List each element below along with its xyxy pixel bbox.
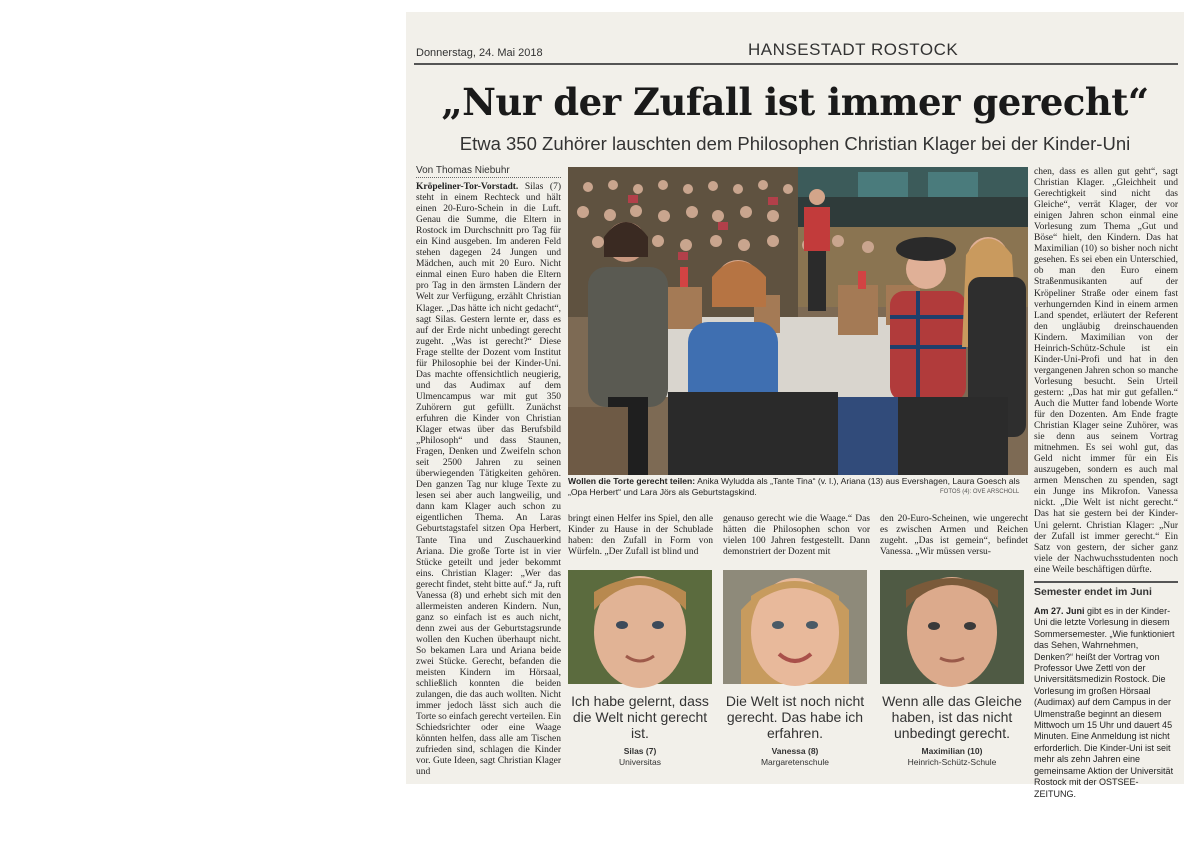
- quote-school: Universitas: [618, 757, 662, 767]
- article-column-4: den 20-Euro-Scheinen, wie ungerecht es zwischen Armen und Reichen zugeht. „Das ist gemein“, befindet Vanessa. „Wir müssen versu-: [880, 514, 1028, 558]
- article-subheadline: Etwa 350 Zuhörer lauschten dem Philosophen Christian Klager bei der Kinder-Uni: [459, 133, 1131, 154]
- quote-text: Die Welt ist noch nicht gerecht. Das habe ich erfahren.: [725, 693, 865, 741]
- quote-name: Vanessa (8): [771, 746, 819, 756]
- article-column-5: chen, dass es allen gut geht“, sagt Christian Klager. „Gleichheit und Gerechtigkeit sind nicht das Gleiche“, verrät Klager, der vor einigen Jahren schon einmal eine Vorlesung zum Thema „Gut und Böse“ hielt, den Kindern. Das hat Maximilian (10) so bisher noch nicht gesehen. Es sei eben ein Unterschied, ob man den Euro einem Straßenmusikanten auf der Kröpeliner Straße oder einem fast verhungernden Kind in einem armen Land spendet, erläutert der Referent den ungläubig dreinschauenden Kindern. Maximilian von der Heinrich-Schütz-Schule ist ein Kinder-Uni-Profi und hat in den vergangenen Jahren schon so manche Vorlesung besucht. Sein Urteil gestern: „Das hat mir gut gefallen.“ Auch die Mutter fand lobende Worte für den Dozenten. Am Ende fragte Christian Klager seine Zuhörer, was sie denn aus seinem Vortrag mitnehmen. Es sei wohl gut, das Geld nicht immer für ein Eis auszugeben, sondern es auch mal armen Menschen zu spenden, sagt ein Junge ins Mikrofon. Vanessa nickt. „Die Welt ist nicht gerecht.“ Das hat sie gestern bei der Kinder-Uni gelernt. Christian Klager: „Nur der Zufall ist immer gerecht.“ Ein Satz von gestern, der sicher ganz viele der Nachwuchsstudenten noch eine Weile beschäftigen dürfte.: [1034, 167, 1178, 575]
- article-column-3: genauso gerecht wie die Waage.“ Das hätten die Philosophen schon vor vielen 100 Jahren festgestellt. Dann demonstriert der Dozent mit: [723, 514, 870, 558]
- portrait-photo: [723, 570, 867, 684]
- quote-name: Silas (7): [623, 746, 657, 756]
- quote-school: Margaretenschule: [760, 757, 830, 767]
- article-body-1: Silas (7) steht in einem Rechteck und hält einen 20-Euro-Schein in die Luft. Genau die Summe, die Eltern in Rostock im Durchschnitt pro Tag für ein Kind ausgeben. Im anderen Feld stehen dagegen 24 Jungen und Mädchen, auch mit 20 Euro. Nicht einmal einen Euro haben die Eltern pro Tag in den ärmsten Ländern der Welt zur Verfügung, erzählt Christian Klager. „Das hätte ich nicht gedacht“, sagt Silas. Gestern lernte er, dass es auf der Erde nicht unbedingt gerecht zugeht. „Was ist gerecht?“ Diese Frage stellte der Dozent vom Institut für Philosophie bei der Kinder-Uni. Das machte offensichtlich neugierig, und das Audimax auf dem Ulmencampus war mit gut 350 Zuhörern gut gefüllt. Zunächst erfuhren die Kinder von Christian Klager etwas über das Berufsbild „Philosoph“ und dass Staunen, Fragen, Denken und Zweifeln schon seit 2500 Jahren zu seinen überwiegenden Tätigkeiten gehören. Den ganzen Tag nur kluge Texte zu lesen sei aber auch langweilig, und dann kam Klager auch schon zu eigentlichen Thema. An Laras Geburtstagstafel sitzen Opa Herbert, Tante Tina und Zuschauerkind Ariana. Die große Torte ist in vier Stücke geteilt und jeder bekommt eins. Christian Klager: „Wer das gerecht findet, steht bitte auf.“ Ja, ruft Vanessa (8) und erhebt sich mit den allermeisten anderen Kindern. Nun, ganz so einfach ist es auch nicht, denn zwei aus der Geburtstagsrunde wollen den Kuchen überhaupt nicht. So bekamen Lara und Ariana beide zwei Stücke. Gerecht, befanden die meisten Kindern im Hörsaal, schließlich konnten die beiden zulangen, die das auch wollten. Nicht immer jedoch lässt sich auch die Torte so einfach gerecht verteilen. Ein Schiedsrichter oder eine Waage könnten helfen, dass alle am Tischen zufrieden sind, schlagen die Kinder vor. Gute Ideen, sagt Christian Klager und: [416, 182, 561, 778]
- quote-name: Maximilian (10): [921, 746, 983, 756]
- quote-text: Ich habe gelernt, dass die Welt nicht gerecht ist.: [571, 693, 709, 741]
- infobox-title: Semester endet im Juni: [1034, 586, 1152, 598]
- portrait-vanessa: [723, 570, 867, 684]
- header-divider: [414, 63, 1178, 65]
- quote-school: Heinrich-Schütz-Schule: [907, 757, 997, 767]
- caption-lead: Wollen die Torte gerecht teilen:: [568, 476, 696, 486]
- portrait-photo: [568, 570, 712, 684]
- article-headline: „Nur der Zufall ist immer gerecht“: [441, 80, 1149, 124]
- quote-text: Wenn alle das Gleiche haben, ist das nicht unbedingt gerecht.: [882, 693, 1022, 741]
- article-column-2: bringt einen Helfer ins Spiel, den alle Kinder zu Hause in der Schublade haben: den Zufall in Form von Würfeln. „Der Zufall ist blind und: [568, 514, 713, 558]
- byline: Von Thomas Niebuhr: [416, 165, 510, 176]
- section-title: HANSESTADT ROSTOCK: [748, 40, 959, 59]
- portrait-photo: [880, 570, 1024, 684]
- byline-divider: [416, 177, 561, 178]
- article-column-1: [416, 182, 561, 784]
- dateline: Kröpeliner-Tor-Vorstadt.: [416, 182, 519, 192]
- caption-text: Anika Wyludda als „Tante Tina“ (v. l.), Ariana (13) aus Evershagen, Laura Goesch als „Opa Herbert“ und Lara Jörs als Geburtstagskind.: [568, 476, 1020, 497]
- portrait-silas: [568, 570, 712, 684]
- photo-credit: FOTOS (4): OVE ARSCHOLL: [940, 489, 1020, 495]
- infobox-divider: [1034, 581, 1178, 583]
- portrait-maximilian: [880, 570, 1024, 684]
- lecture-hall-photo: [568, 167, 1028, 475]
- infobox-lead: Am 27. Juni: [1034, 606, 1085, 616]
- infobox-body: gibt es in der Kinder-Uni die letzte Vorlesung in diesem Sommersemester. „Wie funktioniert das Sehen, Wahrnehmen, Denken?“ heißt der Vortrag von Professor Uwe Zettl von der Universitätsmedizin Rostock. Die Vorlesung im großen Hörsaal (Audimax) auf dem Campus in der Ulmenstraße beginnt an diesem Mittwoch um 15 Uhr und dauert 45 Minuten. Eine Anmeldung ist nicht erforderlich. Die Kinder-Uni ist seit mehr als zehn Jahren eine gemeinsame Aktion der Universität Rostock mit der OSTSEE-ZEITUNG.: [1034, 606, 1175, 799]
- infobox-text: [1034, 606, 1178, 799]
- issue-date: Donnerstag, 24. Mai 2018: [416, 47, 543, 59]
- main-photo: [568, 167, 1028, 475]
- newspaper-page: [406, 12, 1184, 799]
